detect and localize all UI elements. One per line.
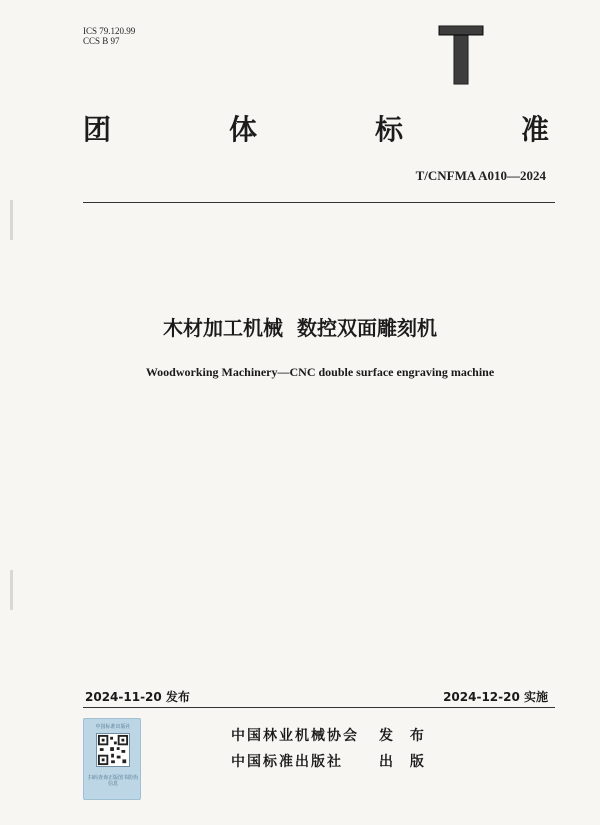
publisher-row: [231, 751, 531, 771]
sticker-top-text: 中国标准出版社: [95, 724, 131, 730]
sticker-bottom-text: 扫码查询正版图书防伪信息: [87, 775, 138, 787]
publisher-role: 出 版: [379, 754, 430, 770]
standard-number: T/CNFMA A010—2024: [415, 168, 546, 183]
classification-codes: [83, 26, 135, 46]
publisher-org: 中国标准出版社: [231, 754, 343, 770]
standard-t-logo: [438, 24, 484, 86]
standard-type-char: 团: [83, 113, 112, 146]
scan-edge-mark: [10, 570, 13, 610]
standard-type-char: 标: [374, 113, 403, 146]
ccs-code: CCS B 97: [83, 36, 120, 46]
anti-counterfeit-sticker: [83, 718, 141, 800]
title-chinese: 木材加工机械 数控双面雕刻机: [163, 316, 437, 340]
top-divider: [83, 202, 555, 203]
issue-date: 2024-11-20 发布: [85, 690, 190, 704]
ics-code: ICS 79.120.99: [83, 26, 136, 36]
standard-type-char: 准: [520, 113, 549, 146]
implementation-date: 2024-12-20 实施: [443, 690, 548, 704]
title-english: Woodworking Machinery—CNC double surface engraving machine: [145, 365, 495, 379]
standard-type-heading: [83, 112, 549, 148]
scan-edge-mark: [10, 200, 13, 240]
publisher-org: 中国林业机械协会: [231, 728, 359, 744]
publisher-role: 发 布: [379, 728, 430, 744]
qr-code-icon: [96, 733, 130, 767]
bottom-divider: [83, 707, 555, 708]
publisher-row: [231, 725, 531, 745]
standard-type-char: 体: [228, 113, 257, 146]
